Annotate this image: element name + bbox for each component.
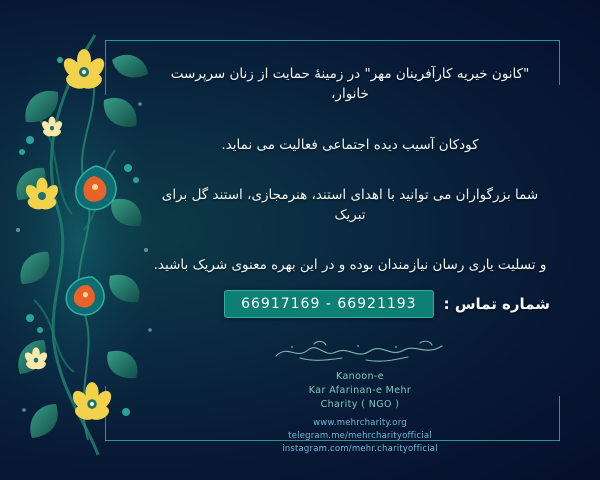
calligraphy-signature [250,338,470,364]
footer-links [200,417,520,455]
brand-name-line-3: Charity ( NGO ) [320,398,400,410]
footer-block [200,370,520,456]
brand-name-line-1: Kanoon-e [335,371,385,382]
frame-line-top [105,40,560,41]
link-telegram[interactable]: telegram.me/mehrcharityofficial [288,431,432,442]
poster-line-4: و تسلیت یاری رسان نیازمندان بوده و در این بهره معنوی شریک باشید. [153,257,547,274]
poster-line-3: شما بزرگواران می توانید با اهدای استند، هنرمجازی، استند گل برای تبریک [161,186,539,223]
frame-line-top-right [559,40,560,85]
calligraphy-icon [270,338,450,364]
contact-phone-numbers[interactable]: 66921193 - 66917169 [224,290,433,318]
link-instagram[interactable]: instagram.com/mehr.charityofficial [282,443,438,454]
poster-text-block [150,52,550,288]
poster-line-1: "کانون خیریه کارآفرینان مهر" در زمینهٔ حمایت از زنان سرپرست خانوار، [170,66,530,103]
brand-name-line-2: Kar Afarinan-e Mehr [308,384,412,396]
contact-phone-label: شماره تماس : [443,295,550,313]
poster-line-2: کودکان آسیب دیده اجتماعی فعالیت می نماید. [221,136,479,153]
frame-line-bottom-right [559,396,560,441]
link-website[interactable]: www.mehrcharity.org [313,418,407,429]
contact-phone-row [150,290,550,318]
floral-ornament-icon [0,0,160,480]
